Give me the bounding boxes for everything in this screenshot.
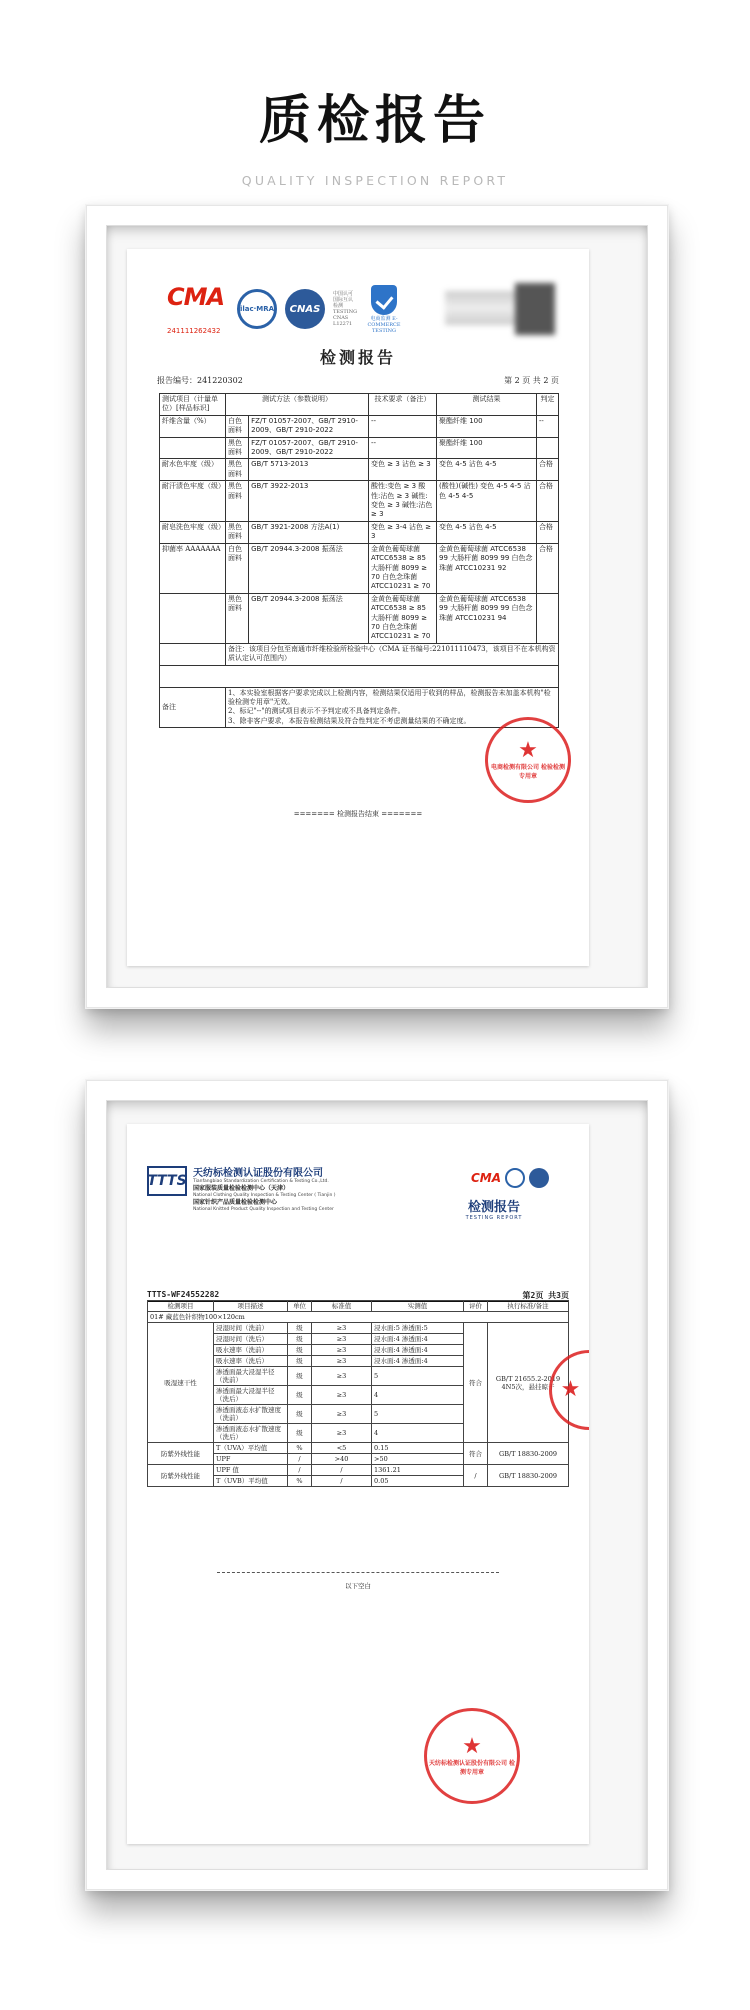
cell-item	[160, 437, 226, 459]
cell-color: 白色面料	[226, 415, 249, 437]
cell-judge: 合格	[537, 543, 559, 593]
ilac-mra-logo: ilac·MRA	[237, 289, 277, 329]
cell-v: 5	[372, 1405, 464, 1424]
cell-s: ≥3	[312, 1345, 372, 1356]
cell-s: ≥3	[312, 1356, 372, 1367]
table-row	[160, 481, 559, 522]
col-header: 项目描述	[214, 1301, 288, 1312]
cell-method: GB/T 3922-2013	[249, 481, 369, 522]
cert-logos	[167, 283, 409, 335]
table-row	[160, 437, 559, 459]
sample-row	[148, 1312, 569, 1323]
cell-method: FZ/T 01057-2007、GB/T 2910-2009、GB/T 2910-2022	[249, 415, 369, 437]
cell-d: T（UVA）平均值	[214, 1443, 288, 1454]
cell-d: 渗透面最大浸湿半径（洗后）	[214, 1386, 288, 1405]
cell-method: FZ/T 01057-2007、GB/T 2910-2009、GB/T 2910-2022	[249, 437, 369, 459]
cell-judge	[537, 593, 559, 643]
org-name-en: Tianfangbiao Standardization Certification & Testing Co.,Ltd.	[193, 1179, 329, 1184]
cell-d: 吸水速率（洗前）	[214, 1345, 288, 1356]
note-row	[160, 643, 559, 665]
cell-item: 耐皂洗色牢度（级）	[160, 521, 226, 543]
title-en: TESTING REPORT	[465, 1215, 523, 1221]
cell-result: 聚酯纤维 100	[437, 415, 537, 437]
cell-u: %	[288, 1476, 312, 1487]
org-line: 国家服装质量检验检测中心（天津）	[193, 1185, 290, 1192]
cell-u: %	[288, 1443, 312, 1454]
cell-u: 级	[288, 1334, 312, 1345]
col-header: 测试项目（计量单位）[样品标识]	[160, 394, 226, 416]
cell-req: 金黄色葡萄球菌 ATCC6538 ≥ 85 大肠杆菌 8099 ≥ 70 白色念珠菌 ATCC10231 ≥ 70	[369, 543, 437, 593]
star-icon: ★	[560, 1377, 581, 1402]
cell-s: ≥3	[312, 1334, 372, 1345]
cell-result: 金黄色葡萄球菌 ATCC6538 99 大肠杆菌 8099 99 白色念珠菌 ATCC10231 92	[437, 543, 537, 593]
page-title: 质检报告	[258, 91, 491, 151]
cell-v: 0.15	[372, 1443, 464, 1454]
cell-s: >40	[312, 1454, 372, 1465]
table-row	[160, 593, 559, 643]
group-cell: 防紫外线性能	[148, 1465, 214, 1487]
shield-icon	[371, 285, 397, 315]
cell-v: >50	[372, 1454, 464, 1465]
cell-s: ≥3	[312, 1323, 372, 1334]
remarks-label: 备注	[160, 687, 226, 728]
cell-judge	[537, 437, 559, 459]
cell-method: GB/T 20944.3-2008 振荡法	[249, 593, 369, 643]
report-paper-2	[127, 1124, 589, 1844]
remarks-row	[160, 687, 559, 728]
cell-d: T（UVB）平均值	[214, 1476, 288, 1487]
col-header: 单位	[288, 1301, 312, 1312]
cell-color: 黑色面料	[226, 593, 249, 643]
cell-s: <5	[312, 1443, 372, 1454]
results-table	[159, 393, 559, 728]
cell-req: 酸性:变色 ≥ 3 酸性:沾色 ≥ 3 碱性:变色 ≥ 3 碱性:沾色 ≥ 3	[369, 481, 437, 522]
table-row	[148, 1465, 569, 1476]
table-header-row	[160, 394, 559, 416]
remark-item: 3、除非客户要求，本报告检测结果及符合性判定不考虑测量结果的不确定度。	[228, 716, 471, 725]
table-header-row	[148, 1301, 569, 1312]
blank-below-text: 以下空白	[345, 1582, 371, 1590]
ttts-logo: TTTS	[147, 1166, 187, 1196]
table-body	[160, 415, 559, 643]
spacer-row	[160, 665, 559, 687]
table-row	[148, 1323, 569, 1334]
title-cn: 检测报告	[467, 1200, 520, 1215]
cell-color: 黑色面料	[226, 481, 249, 522]
cell-v: 5	[372, 1367, 464, 1386]
report-title: 检测报告	[319, 348, 396, 367]
cell-req: 变色 ≥ 3-4 沾色 ≥ 3	[369, 521, 437, 543]
cell-d: 浸湿时间（洗后）	[214, 1334, 288, 1345]
report-paper-1	[127, 249, 589, 966]
cell-s: ≥3	[312, 1367, 372, 1386]
cnas-logo: CNAS	[285, 289, 325, 329]
col-header: 标准值	[312, 1301, 372, 1312]
cell-judge1: 符合	[464, 1323, 488, 1443]
cell-req: --	[369, 437, 437, 459]
blank-divider	[217, 1572, 499, 1573]
col-header: 执行标准/备注	[488, 1301, 569, 1312]
ilac-mra-logo	[505, 1168, 525, 1188]
mra-text: 中国认可 国际互认 检测 TESTING CNAS L12271	[333, 291, 358, 327]
cell-color: 黑色面料	[226, 437, 249, 459]
col-header: 技术要求（备注）	[369, 394, 437, 416]
remark-item: 2、标记"--"的测试项目表示不予判定或不具备判定条件。	[228, 707, 405, 716]
blurred-qr-code	[445, 283, 555, 335]
cell-u: 级	[288, 1345, 312, 1356]
org-name: 天纺标检测认证股份有限公司	[193, 1168, 323, 1179]
col-header: 实测值	[372, 1301, 464, 1312]
cell-d: 渗透面液态水扩散速度（洗后）	[214, 1424, 288, 1443]
inspection-seal	[485, 717, 571, 803]
cell-method: GB/T 20944.3-2008 振荡法	[249, 543, 369, 593]
cell-item: 耐汗渍色牢度（级）	[160, 481, 226, 522]
report-frame-1	[86, 205, 668, 1008]
org-block	[193, 1164, 335, 1213]
seal-text: 天纺标检测认证股份有限公司 检测专用章	[428, 1760, 516, 1776]
org-line: National Knitted Product Quality Inspection and Testing Center	[193, 1207, 334, 1212]
group-cell: 吸湿速干性	[148, 1323, 214, 1443]
cell-s: /	[312, 1476, 372, 1487]
cell-v: 浸水面:4 渗透面:4	[372, 1356, 464, 1367]
ecommerce-logo	[367, 285, 401, 334]
org-line: National Clothing Quality Inspection & Testing Center ( Tianjin )	[193, 1193, 336, 1198]
cell-v: 4	[372, 1424, 464, 1443]
cell-u: /	[288, 1465, 312, 1476]
cell-item: 耐水色牢度（级）	[160, 459, 226, 481]
company-seal	[424, 1708, 520, 1804]
cell-u: 级	[288, 1356, 312, 1367]
cell-method: GB/T 5713-2013	[249, 459, 369, 481]
cell-s: ≥3	[312, 1424, 372, 1443]
ecommerce-text: 电商监测 E-COMMERCE TESTING	[367, 315, 401, 334]
seal-text: 电商检测有限公司 检验检测专用章	[490, 764, 566, 780]
cell-u: 级	[288, 1424, 312, 1443]
cnas-logo	[529, 1168, 549, 1188]
cell-u: 级	[288, 1386, 312, 1405]
cell-result: 变色 4-5 沾色 4-5	[437, 459, 537, 481]
cell-u: /	[288, 1454, 312, 1465]
cell-v: 0.05	[372, 1476, 464, 1487]
cell-v: 浸水面:4 渗透面:4	[372, 1345, 464, 1356]
cell-judge3: /	[464, 1465, 488, 1487]
sample-cell: 01# 藏蓝色针织物100×120cm	[148, 1312, 569, 1323]
cell-req: --	[369, 415, 437, 437]
cell-judge2: 符合	[464, 1443, 488, 1465]
cell-judge: --	[537, 415, 559, 437]
table-row	[160, 543, 559, 593]
cma-logo: CMA 241111262432	[167, 283, 225, 335]
cell-req: 金黄色葡萄球菌 ATCC6538 ≥ 85 大肠杆菌 8099 ≥ 70 白色念珠菌 ATCC10231 ≥ 70	[369, 593, 437, 643]
col-header: 评价	[464, 1301, 488, 1312]
cell-v: 1361.21	[372, 1465, 464, 1476]
report-number: 报告编号：241220302	[157, 376, 243, 385]
remark-item: 1、本实验室根据客户要求完成以上检测内容，检测结果仅适用于收到的样品，检测报告未加盖本机构"检验检测专用章"无效。	[228, 688, 551, 706]
cell-v: 4	[372, 1386, 464, 1405]
table-row	[160, 415, 559, 437]
col-header: 测试方法（参数说明）	[226, 394, 369, 416]
report-number-2: TTTS-WF24552282	[147, 1290, 220, 1299]
cell-s: /	[312, 1465, 372, 1476]
cell-d: 渗透面最大浸湿半径（洗前）	[214, 1367, 288, 1386]
table-row	[148, 1443, 569, 1454]
star-icon: ★	[462, 1734, 482, 1759]
cell-result: 聚酯纤维 100	[437, 437, 537, 459]
report-title-2	[439, 1196, 549, 1221]
page-subtitle: QUALITY INSPECTION REPORT	[241, 173, 509, 188]
cell-d: UPF	[214, 1454, 288, 1465]
cell-method: GB/T 3921-2008 方法A(1)	[249, 521, 369, 543]
cell-d: 浸湿时间（洗前）	[214, 1323, 288, 1334]
cell-judge: 合格	[537, 481, 559, 522]
group-cell: 防紫外线性能	[148, 1443, 214, 1465]
cell-std3: GB/T 18830-2009	[488, 1465, 569, 1487]
results-table-2	[147, 1300, 569, 1487]
cell-u: 级	[288, 1367, 312, 1386]
cma-number: 241111262432	[167, 327, 221, 335]
cell-judge: 合格	[537, 521, 559, 543]
cell-judge: 合格	[537, 459, 559, 481]
cma-logo: CMA	[470, 1171, 501, 1185]
cell-d: UPF 值	[214, 1465, 288, 1476]
star-icon: ★	[518, 738, 538, 763]
col-header: 检测项目	[148, 1301, 214, 1312]
cell-item: 抑菌率 AAAAAAA	[160, 543, 226, 593]
table-row	[160, 521, 559, 543]
page-header	[0, 78, 750, 188]
cell-item: 纤维含量（%）	[160, 415, 226, 437]
page-number-2: 第2页 共3页	[522, 1291, 569, 1300]
cell-result: 金黄色葡萄球菌 ATCC6538 99 大肠杆菌 8099 99 白色念珠菌 ATCC10231 94	[437, 593, 537, 643]
cell-u: 级	[288, 1405, 312, 1424]
cell-d: 渗透面液态水扩散速度（洗前）	[214, 1405, 288, 1424]
cell-result: (酸性)(碱性) 变色 4-5 4-5 沾色 4-5 4-5	[437, 481, 537, 522]
cert-logos-2	[471, 1168, 549, 1188]
org-line: 国家针织产品质量检验检测中心	[193, 1199, 278, 1206]
table-row	[160, 459, 559, 481]
cell-item	[160, 593, 226, 643]
report-frame-2	[86, 1080, 668, 1890]
cell-v: 浸水面:5 渗透面:5	[372, 1323, 464, 1334]
cell-s: ≥3	[312, 1405, 372, 1424]
col-header: 测试结果	[437, 394, 537, 416]
cell-color: 黑色面料	[226, 521, 249, 543]
cell-d: 吸水速率（洗后）	[214, 1356, 288, 1367]
cell-color: 白色面料	[226, 543, 249, 593]
cell-std2: GB/T 18830-2009	[488, 1443, 569, 1465]
cell-v: 浸水面:4 渗透面:4	[372, 1334, 464, 1345]
report-meta	[157, 375, 559, 386]
cell-result: 变色 4-5 沾色 4-5	[437, 521, 537, 543]
cell-req: 变色 ≥ 3 沾色 ≥ 3	[369, 459, 437, 481]
cell-std1: GB/T 21655.2-2019 4N5次，悬挂晾干	[488, 1323, 569, 1443]
cell-color: 黑色面料	[226, 459, 249, 481]
cell-u: 级	[288, 1323, 312, 1334]
col-header: 判定	[537, 394, 559, 416]
report-end-line: ======= 检测报告结束 =======	[293, 810, 423, 818]
table-body-2	[148, 1323, 569, 1487]
page-number: 第 2 页 共 2 页	[504, 376, 559, 385]
cell-s: ≥3	[312, 1386, 372, 1405]
note-cell: 备注：该项目分包至南通市纤维检验所检验中心（CMA 证书编号:221011110473，该项目不在本机构资质认定认可范围内）	[226, 643, 559, 665]
